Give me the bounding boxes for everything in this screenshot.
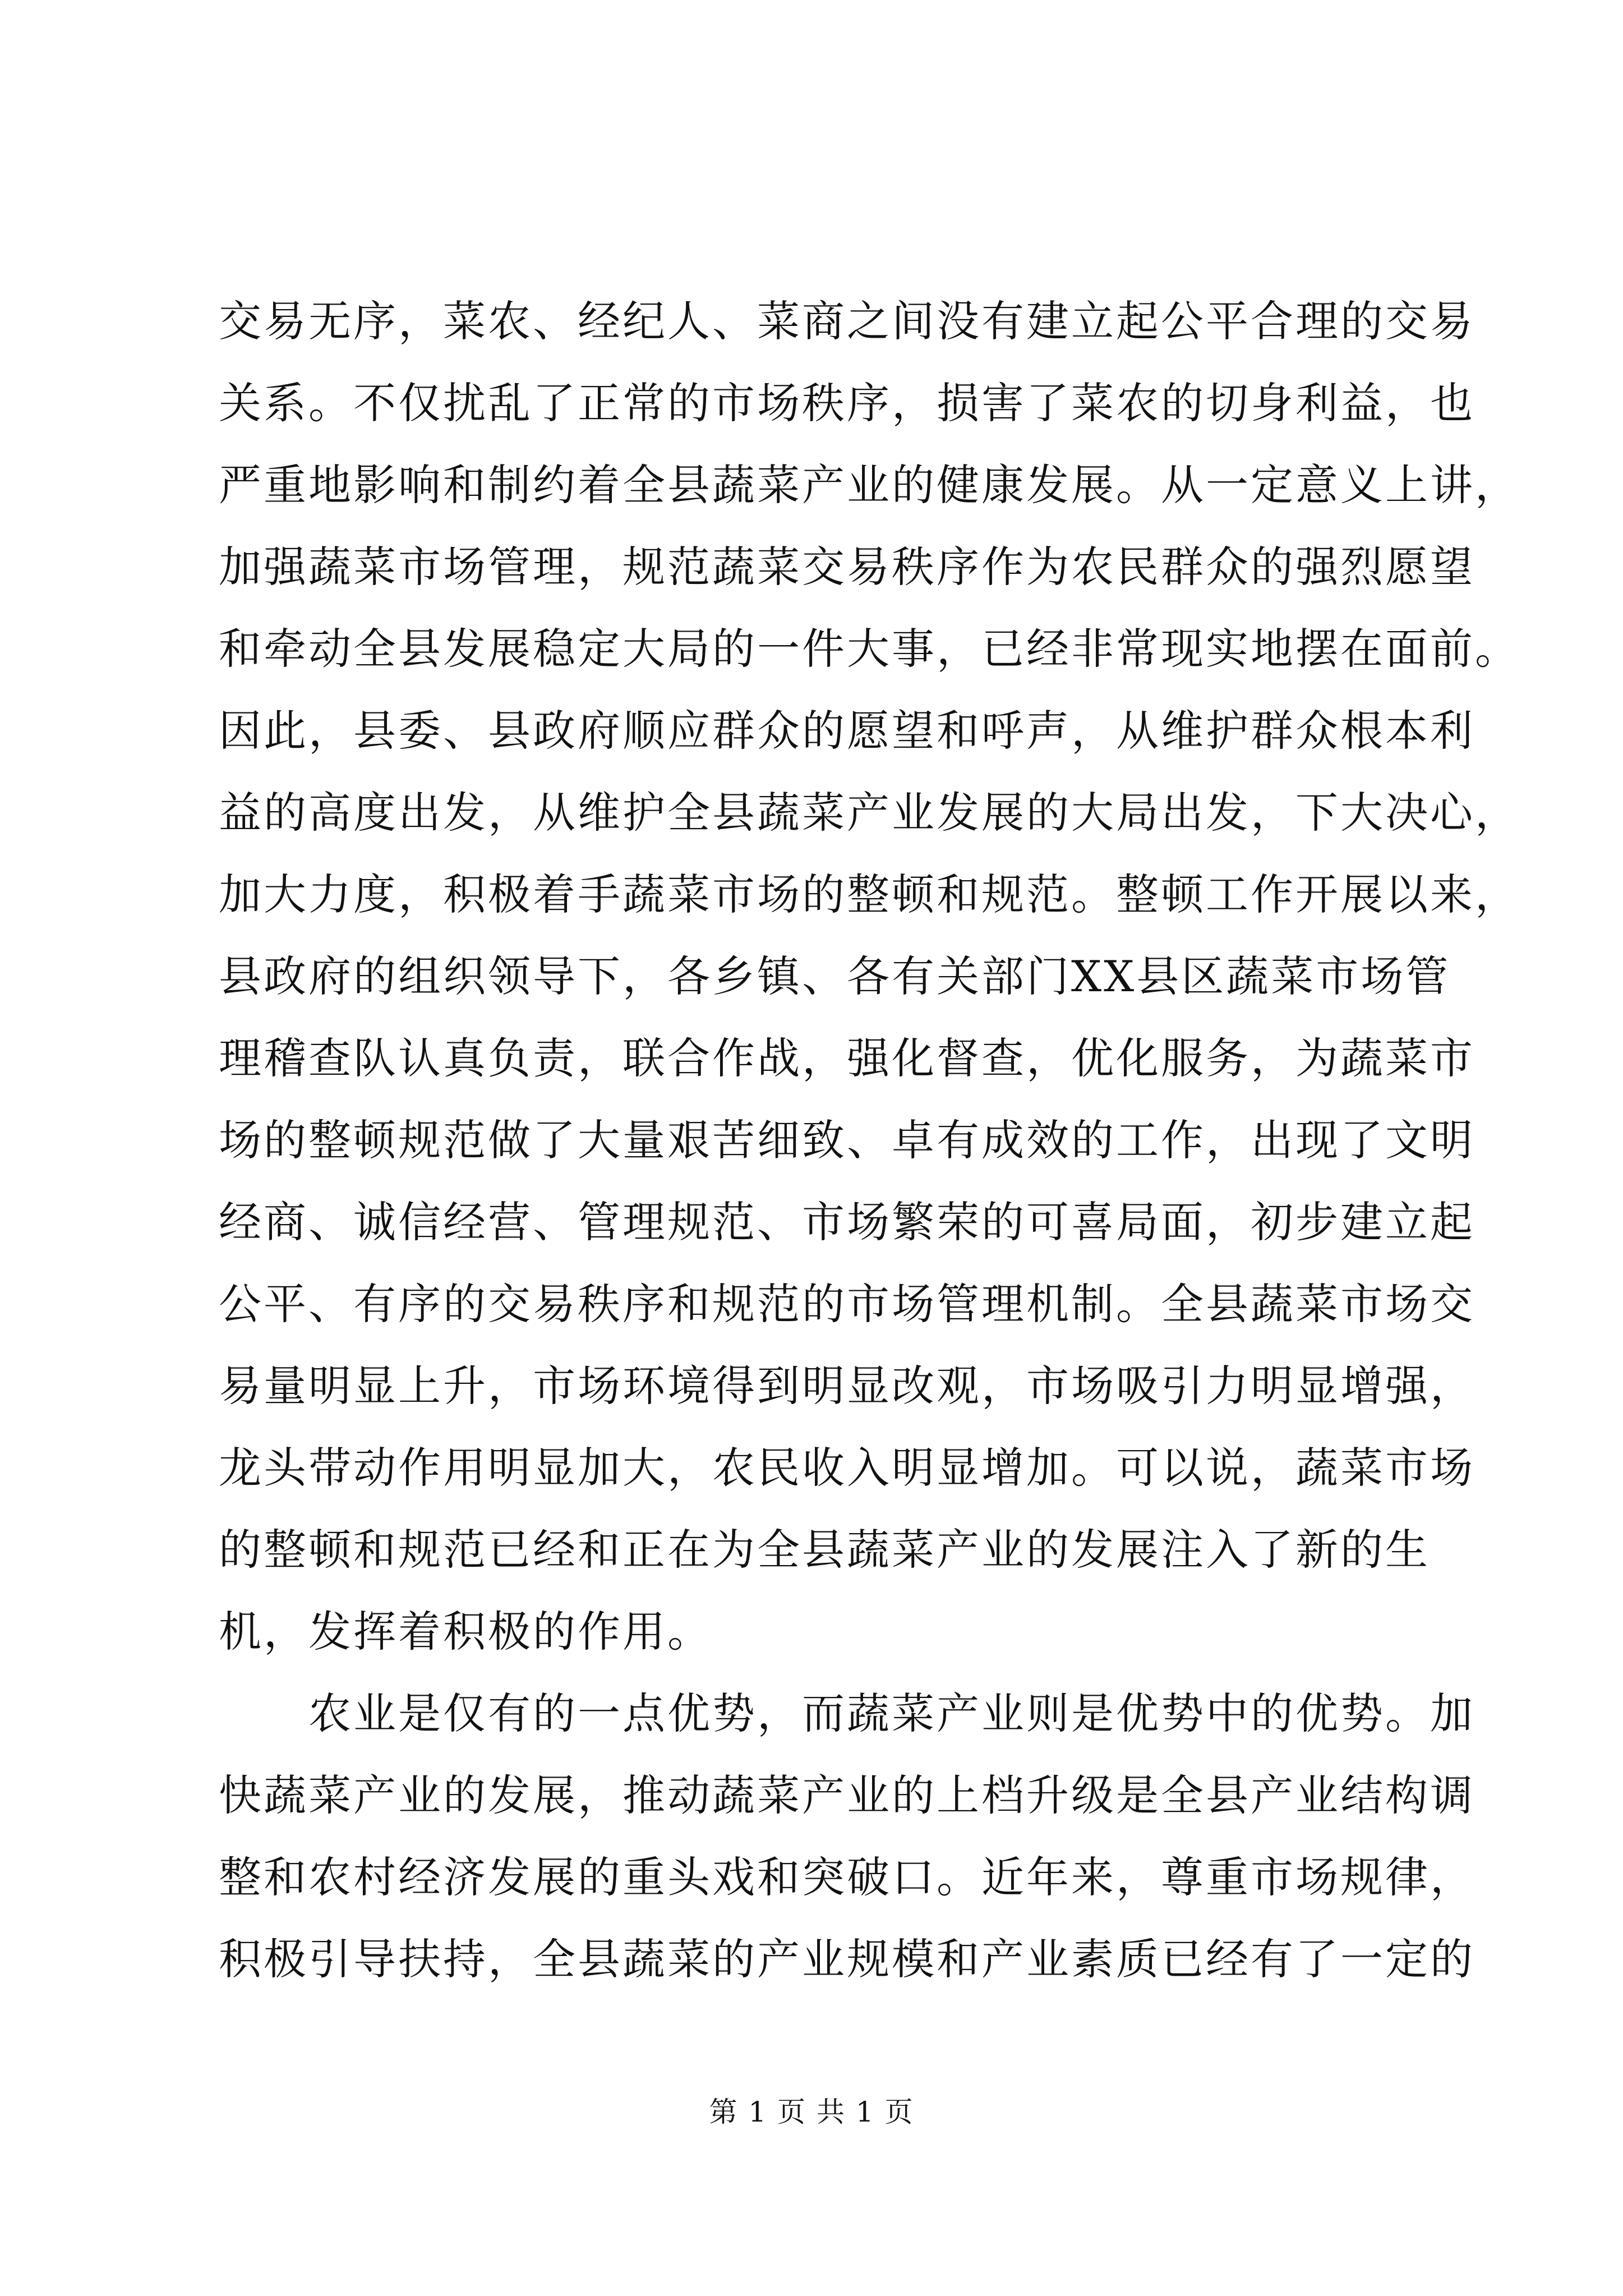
page-footer: 第 1 页 共 1 页 [709,2096,914,2128]
text-line: 交易无序，菜农、经纪人、菜商之间没有建立起公平合理的交易 [219,296,1475,346]
text-line: 龙头带动作用明显加大，农民收入明显增加。可以说，蔬菜市场 [219,1443,1475,1493]
text-line: 整和农村经济发展的重头戏和突破口。近年来，尊重市场规律， [219,1852,1475,1902]
text-line: 和牵动全县发展稳定大局的一件大事，已经非常现实地摆在面前。 [219,624,1520,674]
text-line: 理稽查队认真负责，联合作战，强化督查，优化服务，为蔬菜市 [219,1033,1475,1083]
body-text [219,280,1520,2000]
text-line: 加大力度，积极着手蔬菜市场的整顿和规范。整顿工作开展以来， [219,869,1520,919]
text-line: 的整顿和规范已经和正在为全县蔬菜产业的发展注入了新的生 [219,1525,1430,1575]
text-line: 机，发挥着积极的作用。 [219,1607,712,1657]
text-line: 积极引导扶持，全县蔬菜的产业规模和产业素质已经有了一定的 [219,1934,1475,1984]
text-line: 易量明显上升，市场环境得到明显改观，市场吸引力明显增强， [219,1361,1475,1411]
text-line: 农业是仅有的一点优势，而蔬菜产业则是优势中的优势。加 [219,1688,1475,1738]
text-line: 关系。不仅扰乱了正常的市场秩序，损害了菜农的切身利益，也 [219,378,1475,428]
text-line: 经商、诚信经营、管理规范、市场繁荣的可喜局面，初步建立起 [219,1197,1475,1247]
text-line: 严重地影响和制约着全县蔬菜产业的健康发展。从一定意义上讲， [219,460,1520,510]
text-line: 公平、有序的交易秩序和规范的市场管理机制。全县蔬菜市场交 [219,1279,1475,1329]
text-line: 益的高度出发，从维护全县蔬菜产业发展的大局出发，下大决心， [219,788,1520,838]
text-line: 快蔬菜产业的发展，推动蔬菜产业的上档升级是全县产业结构调 [219,1770,1475,1820]
text-line: 场的整顿规范做了大量艰苦细致、卓有成效的工作，出现了文明 [219,1115,1475,1165]
text-line: 加强蔬菜市场管理，规范蔬菜交易秩序作为农民群众的强烈愿望 [219,542,1475,592]
text-line: 县政府的组织领导下，各乡镇、各有关部门XX县区蔬菜市场管 [219,951,1451,1001]
text-line: 因此，县委、县政府顺应群众的愿望和呼声，从维护群众根本利 [219,706,1475,756]
